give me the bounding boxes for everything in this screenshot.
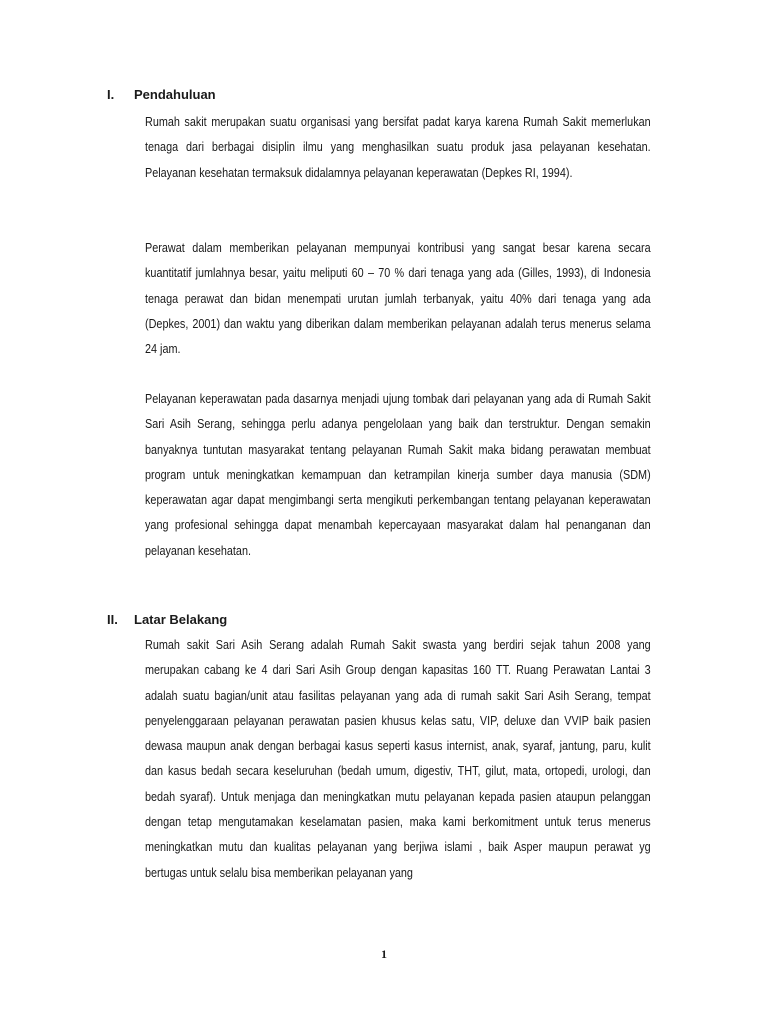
section-2-title: Latar Belakang	[134, 612, 228, 627]
section-2-number: II.	[107, 612, 118, 627]
section-1-paragraph-2: Perawat dalam memberikan pelayanan mempunyai kontribusi yang sangat besar karena secara kuantitatif jumlahnya besar, yaitu meliputi 60 – 70 % dari tenaga yang ada (Gilles, 1993), di Indonesia tenaga perawat dan bidan menempati urutan jumlah terbanyak, yaitu 40% dari tenaga yang ada (Depkes, 2001) dan waktu yang diberikan dalam memberikan pelayanan adalah terus menerus selama 24 jam.	[145, 241, 651, 357]
section-1-number: I.	[107, 87, 115, 102]
section-1-paragraph-1: Rumah sakit merupakan suatu organisasi yang bersifat padat karya karena Rumah Sakit memerlukan tenaga dari berbagai disiplin ilmu yang menghasilkan suatu produk jasa pelayanan kesehatan. Pelayanan kesehatan termaksuk didalamnya pelayanan keperawatan (Depkes RI, 1994).	[145, 115, 651, 180]
section-1-paragraph-3: Pelayanan keperawatan pada dasarnya menjadi ujung tombak dari pelayanan yang ada di Rumah Sakit Sari Asih Serang, sehingga perlu adanya pengelolaan yang baik dan terstruktur. Dengan semakin banyaknya tuntutan masyarakat tentang pelayanan Rumah Sakit maka bidang perawatan membuat program untuk meningkatkan kemampuan dan ketrampilan kinerja sumber daya manusia (SDM) keperawatan agar dapat mengimbangi serta mengikuti perkembangan tentang pelayanan keperawatan yang profesional sehingga dapat menambah kepercayaan masyarakat dalam hal penanganan dan pelayanan kesehatan.	[145, 392, 651, 558]
page-number: 1	[381, 947, 387, 961]
section-2-paragraph-1: Rumah sakit Sari Asih Serang adalah Rumah Sakit swasta yang berdiri sejak tahun 2008 yang merupakan cabang ke 4 dari Sari Asih Group dengan kapasitas 160 TT. Ruang Perawatan Lantai 3 adalah suatu bagian/unit atau fasilitas pelayanan yang ada di rumah sakit Sari Asih Serang, tempat penyelenggaraan pelayanan perawatan pasien khusus kelas satu, VIP, deluxe dan VVIP baik pasien dewasa maupun anak dengan berbagai kasus seperti kasus internist, anak, syaraf, jantung, paru, kulit dan kasus bedah secara keseluruhan (bedah umum, digestiv, THT, gilut, mata, ortopedi, urologi, dan bedah syaraf). Untuk menjaga dan meningkatkan mutu pelayanan kepada pasien ataupun pelanggan dengan tetap mengutamakan keselamatan pasien, maka kami berkomitment untuk terus menerus meningkatkan mutu dan kualitas pelayanan yang berjiwa islami , baik Asper maupun perawat yg bertugas untuk selalu bisa memberikan pelayanan yang	[145, 638, 651, 880]
section-1-title: Pendahuluan	[134, 87, 216, 102]
